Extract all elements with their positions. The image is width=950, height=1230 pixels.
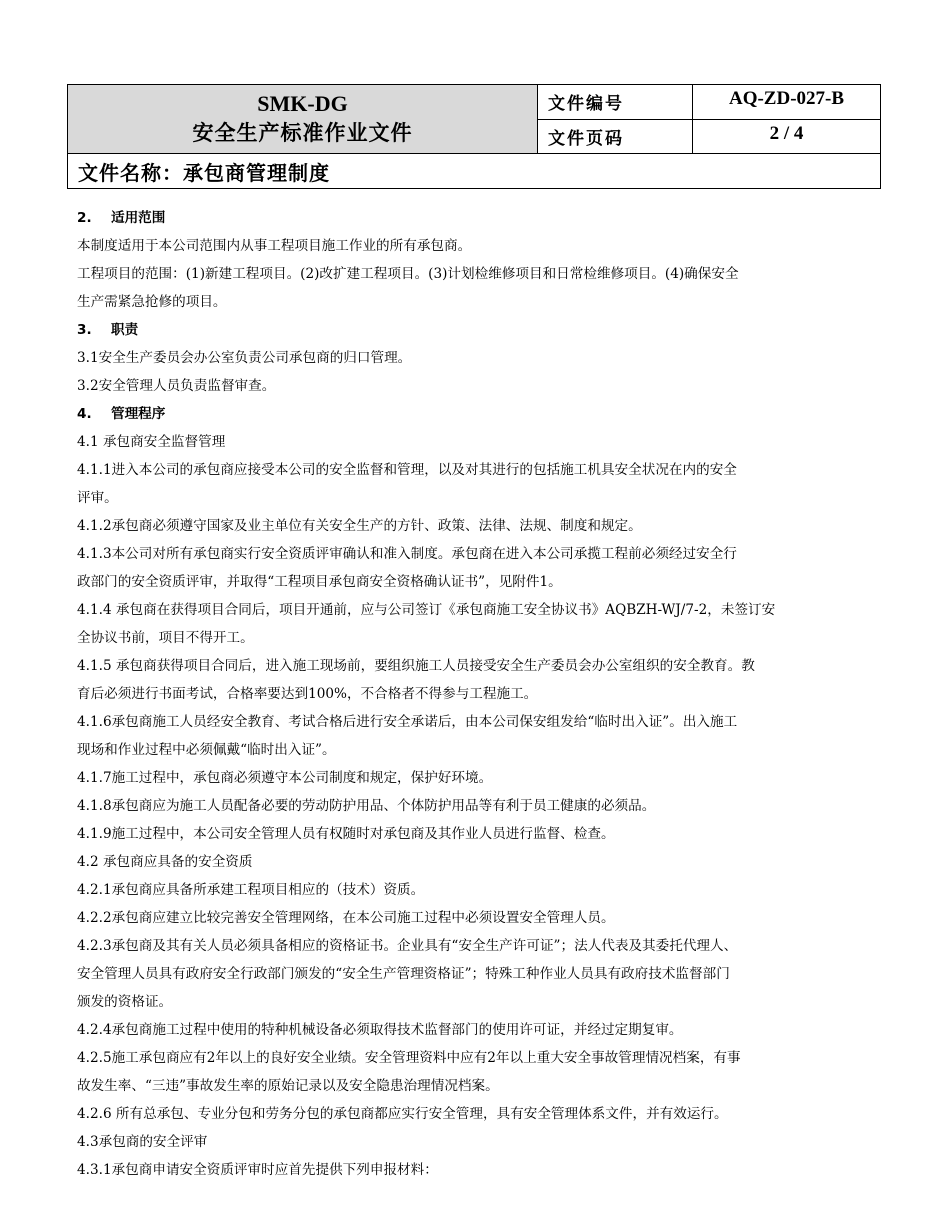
paragraph: 3.2安全管理人员负责监督审查。 xyxy=(77,378,276,394)
page-number-label: 文件页码 xyxy=(538,119,693,154)
paragraph: 4.2.1承包商应具备所承建工程项目相应的（技术）资质。 xyxy=(77,882,425,898)
section-number: 3. xyxy=(77,322,92,338)
section-title: 职责 xyxy=(111,322,139,338)
doc-number: AQ-ZD-027-B xyxy=(693,85,881,120)
paragraph: 4.1.8承包商应为施工人员配备必要的劳动防护用品、个体防护用品等有利于员工健康的必须品。 xyxy=(77,798,656,814)
paragraph: 本制度适用于本公司范围内从事工程项目施工作业的所有承包商。 xyxy=(77,238,472,254)
paragraph: 安全管理人员具有政府安全行政部门颁发的“安全生产管理资格证”；特殊工种作业人员具有政府技术监督部门 xyxy=(77,966,730,982)
paragraph: 工程项目的范围：(1)新建工程项目。(2)改扩建工程项目。(3)计划检维修项目和日常检维修项目。(4)确保安全 xyxy=(77,266,739,282)
paragraph: 4.1.5 承包商获得项目合同后，进入施工现场前，要组织施工人员接受安全生产委员会办公室组织的安全教育。教 xyxy=(77,658,755,674)
section-title: 管理程序 xyxy=(111,406,166,422)
paragraph: 4.2.5施工承包商应有2年以上的良好安全业绩。安全管理资料中应有2年以上重大安全事故管理情况档案，有事 xyxy=(77,1050,741,1066)
paragraph: 现场和作业过程中必须佩戴“临时出入证”。 xyxy=(77,742,336,758)
document-header xyxy=(67,84,881,189)
paragraph: 4.1.9施工过程中，本公司安全管理人员有权随时对承包商及其作业人员进行监督、检查。 xyxy=(77,826,615,842)
paragraph: 4.1.4 承包商在获得项目合同后，项目开通前，应与公司签订《承包商施工安全协议书》AQBZH-WJ/7-2，未签订安 xyxy=(77,602,776,618)
subsection-heading: 4.3承包商的安全评审 xyxy=(77,1134,208,1150)
subsection-heading: 4.1 承包商安全监督管理 xyxy=(77,434,226,450)
section-heading xyxy=(77,316,877,344)
document-type: 安全生产标准作业文件 xyxy=(192,121,413,145)
file-name: 文件名称：承包商管理制度 xyxy=(68,154,881,189)
paragraph: 4.1.1进入本公司的承包商应接受本公司的安全监督和管理，以及对其进行的包括施工机具安全状况在内的安全 xyxy=(77,462,737,478)
paragraph: 育后必须进行书面考试，合格率要达到100%，不合格者不得参与工程施工。 xyxy=(77,686,538,702)
paragraph: 评审。 xyxy=(77,490,118,506)
paragraph: 4.1.6承包商施工人员经安全教育、考试合格后进行安全承诺后，由本公司保安组发给“临时出入证”。出入施工 xyxy=(77,714,738,730)
page-number: 2 / 4 xyxy=(693,119,881,154)
company-name: SMK-DG xyxy=(257,91,348,116)
paragraph: 4.1.7施工过程中，承包商必须遵守本公司制度和规定，保护好环境。 xyxy=(77,770,493,786)
section-heading xyxy=(77,204,877,232)
paragraph: 4.2.2承包商应建立比较完善安全管理网络，在本公司施工过程中必须设置安全管理人员。 xyxy=(77,910,615,926)
company-cell xyxy=(68,85,538,154)
subsection-heading: 4.2 承包商应具备的安全资质 xyxy=(77,854,253,870)
section-heading xyxy=(77,400,877,428)
section-title: 适用范围 xyxy=(111,210,166,226)
paragraph: 政部门的安全资质评审，并取得“工程项目承包商安全资格确认证书”，见附件1。 xyxy=(77,574,562,590)
paragraph: 4.2.3承包商及其有关人员必须具备相应的资格证书。企业具有“安全生产许可证”；法人代表及其委托代理人、 xyxy=(77,938,738,954)
paragraph: 4.2.4承包商施工过程中使用的特种机械设备必须取得技术监督部门的使用许可证，并经过定期复审。 xyxy=(77,1022,683,1038)
paragraph: 全协议书前，项目不得开工。 xyxy=(77,630,254,646)
document-body xyxy=(77,204,877,1184)
paragraph: 4.1.2承包商必须遵守国家及业主单位有关安全生产的方针、政策、法律、法规、制度和规定。 xyxy=(77,518,642,534)
paragraph: 故发生率、“三违”事故发生率的原始记录以及安全隐患治理情况档案。 xyxy=(77,1078,499,1094)
paragraph: 颁发的资格证。 xyxy=(77,994,173,1010)
paragraph: 4.2.6 所有总承包、专业分包和劳务分包的承包商都应实行安全管理，具有安全管理体系文件，并有效运行。 xyxy=(77,1106,728,1122)
section-number: 4. xyxy=(77,406,92,422)
paragraph: 生产需紧急抢修的项目。 xyxy=(77,294,227,310)
paragraph: 4.3.1承包商申请安全资质评审时应首先提供下列申报材料： xyxy=(77,1162,438,1178)
doc-number-label: 文件编号 xyxy=(538,85,693,120)
paragraph: 4.1.3本公司对所有承包商实行安全资质评审确认和准入制度。承包商在进入本公司承揽工程前必须经过安全行 xyxy=(77,546,737,562)
paragraph: 3.1安全生产委员会办公室负责公司承包商的归口管理。 xyxy=(77,350,412,366)
section-number: 2. xyxy=(77,210,92,226)
